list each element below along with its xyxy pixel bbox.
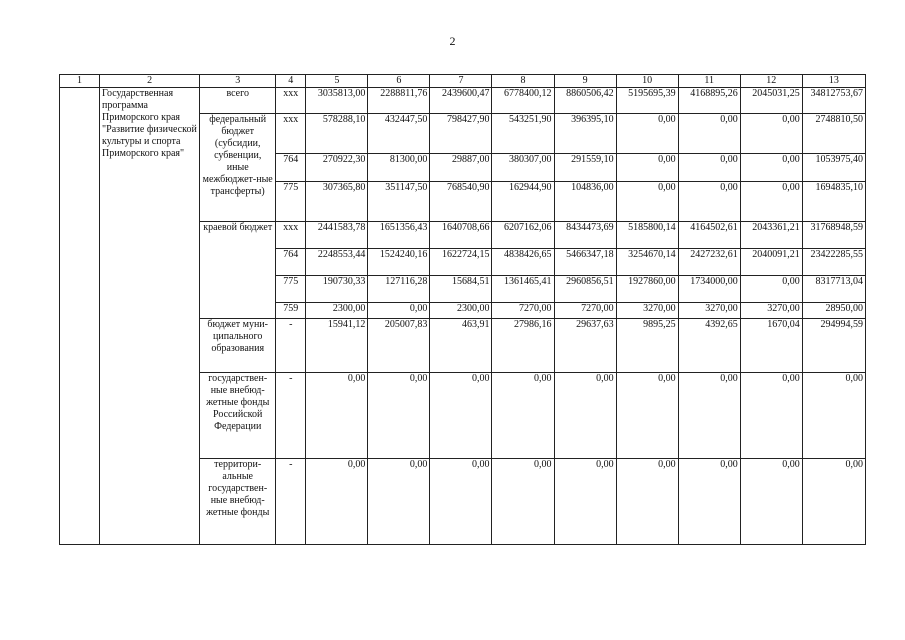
table-cell: 8317713,04	[802, 276, 865, 303]
table-cell: 2441583,78	[306, 222, 368, 249]
table-cell: 15941,12	[306, 319, 368, 373]
column-header: 8	[492, 75, 554, 88]
table-cell: 5185800,14	[616, 222, 678, 249]
table-cell: 0,00	[430, 459, 492, 545]
table-cell: 1670,04	[740, 319, 802, 373]
table-cell: 1694835,10	[802, 182, 865, 222]
column-header: 2	[100, 75, 200, 88]
table-cell: xxx	[276, 114, 306, 154]
table-cell: 29637,63	[554, 319, 616, 373]
table-cell: xxx	[276, 88, 306, 114]
table-cell: 1651356,43	[368, 222, 430, 249]
table-cell: 0,00	[678, 114, 740, 154]
table-cell: 0,00	[802, 459, 865, 545]
column-header: 11	[678, 75, 740, 88]
table-cell: -	[276, 319, 306, 373]
table-cell: 0,00	[616, 459, 678, 545]
column-header: 10	[616, 75, 678, 88]
table-cell: 6207162,06	[492, 222, 554, 249]
table-cell: -	[276, 373, 306, 459]
table-cell: 1524240,16	[368, 249, 430, 276]
table-cell: 1640708,66	[430, 222, 492, 249]
table-cell: 759	[276, 303, 306, 319]
table-cell: 270922,30	[306, 154, 368, 182]
table-cell: 578288,10	[306, 114, 368, 154]
table-cell: 104836,00	[554, 182, 616, 222]
table-cell: 2960856,51	[554, 276, 616, 303]
table-cell: 28950,00	[802, 303, 865, 319]
table-cell: 23422285,55	[802, 249, 865, 276]
table-cell: 2748810,50	[802, 114, 865, 154]
table-cell: 0,00	[616, 114, 678, 154]
table-cell: 0,00	[678, 182, 740, 222]
table-cell: 8860506,42	[554, 88, 616, 114]
column-header: 3	[200, 75, 276, 88]
table-cell: 764	[276, 249, 306, 276]
page-number: 2	[449, 34, 456, 48]
table-cell: 1053975,40	[802, 154, 865, 182]
header-row	[60, 75, 866, 88]
table-cell: 0,00	[368, 373, 430, 459]
table-cell: 396395,10	[554, 114, 616, 154]
table-cell: 0,00	[430, 373, 492, 459]
table-cell: 0,00	[616, 373, 678, 459]
column-header: 1	[60, 75, 100, 88]
table-cell: 0,00	[802, 373, 865, 459]
column-header: 6	[368, 75, 430, 88]
table-cell: 6778400,12	[492, 88, 554, 114]
table-cell: 775	[276, 276, 306, 303]
table-cell: 162944,90	[492, 182, 554, 222]
table-cell: 0,00	[554, 459, 616, 545]
source-territorial-funds: территори-альные государствен-ные внебюд-жетные фонды	[200, 459, 276, 545]
table-cell: 5466347,18	[554, 249, 616, 276]
source-regional: краевой бюджет	[200, 222, 276, 319]
table-cell: 0,00	[740, 154, 802, 182]
table-cell: 0,00	[678, 154, 740, 182]
table-cell: 1734000,00	[678, 276, 740, 303]
column-header: 5	[306, 75, 368, 88]
row-number-cell	[60, 88, 100, 545]
table-cell: 0,00	[678, 459, 740, 545]
table-cell: 3270,00	[678, 303, 740, 319]
table-cell: 1361465,41	[492, 276, 554, 303]
table-cell: 0,00	[492, 373, 554, 459]
column-header: 4	[276, 75, 306, 88]
table-cell: 543251,90	[492, 114, 554, 154]
table-cell: 0,00	[678, 373, 740, 459]
table-cell: 380307,00	[492, 154, 554, 182]
table-cell: 432447,50	[368, 114, 430, 154]
table-cell: 0,00	[740, 373, 802, 459]
table-cell: 190730,33	[306, 276, 368, 303]
table-cell: 0,00	[740, 182, 802, 222]
table-cell: 3270,00	[740, 303, 802, 319]
table-cell: 81300,00	[368, 154, 430, 182]
table-cell: 8434473,69	[554, 222, 616, 249]
table-cell: 351147,50	[368, 182, 430, 222]
table-cell: 4168895,26	[678, 88, 740, 114]
table-cell: xxx	[276, 222, 306, 249]
column-header: 12	[740, 75, 802, 88]
table-cell: 2040091,21	[740, 249, 802, 276]
table-cell: 2045031,25	[740, 88, 802, 114]
table-cell: 29887,00	[430, 154, 492, 182]
table-cell: 7270,00	[492, 303, 554, 319]
table-cell: 2300,00	[430, 303, 492, 319]
column-header: 13	[802, 75, 865, 88]
table-cell: 4838426,65	[492, 249, 554, 276]
table-cell: 764	[276, 154, 306, 182]
table-cell: 127116,28	[368, 276, 430, 303]
table-cell: 2288811,76	[368, 88, 430, 114]
table-cell: 0,00	[368, 303, 430, 319]
table-cell: 0,00	[368, 459, 430, 545]
table-cell: 294994,59	[802, 319, 865, 373]
table-cell: 2300,00	[306, 303, 368, 319]
table-cell: 2427232,61	[678, 249, 740, 276]
table-cell: 0,00	[306, 459, 368, 545]
budget-table	[59, 74, 866, 545]
table-cell: 31768948,59	[802, 222, 865, 249]
table-cell: -	[276, 459, 306, 545]
table-cell: 775	[276, 182, 306, 222]
table-cell: 0,00	[306, 373, 368, 459]
table-cell: 3254670,14	[616, 249, 678, 276]
program-name: Государственная программа Приморского края "Развитие физической культуры и спорта Приморского края"	[100, 88, 200, 545]
table-cell: 2043361,21	[740, 222, 802, 249]
table-cell: 2248553,44	[306, 249, 368, 276]
source-federal: федеральный бюджет (субсидии, субвенции, иные межбюджет-ные трансферты)	[200, 114, 276, 222]
table-cell: 798427,90	[430, 114, 492, 154]
column-header: 9	[554, 75, 616, 88]
table-cell: 0,00	[492, 459, 554, 545]
table-cell: 3270,00	[616, 303, 678, 319]
table-cell: 291559,10	[554, 154, 616, 182]
table-cell: 0,00	[616, 182, 678, 222]
table-cell: 4164502,61	[678, 222, 740, 249]
table-cell: 768540,90	[430, 182, 492, 222]
table-cell: 0,00	[616, 154, 678, 182]
source-total: всего	[200, 88, 276, 114]
table-cell: 3035813,00	[306, 88, 368, 114]
table-cell: 307365,80	[306, 182, 368, 222]
table-cell: 0,00	[740, 114, 802, 154]
column-header: 7	[430, 75, 492, 88]
table-cell: 7270,00	[554, 303, 616, 319]
table-cell: 0,00	[740, 276, 802, 303]
table-cell: 34812753,67	[802, 88, 865, 114]
table-cell: 463,91	[430, 319, 492, 373]
source-state-funds: государствен-ные внебюд-жетные фонды Российской Федерации	[200, 373, 276, 459]
table-cell: 1622724,15	[430, 249, 492, 276]
table-cell: 9895,25	[616, 319, 678, 373]
table-cell: 15684,51	[430, 276, 492, 303]
source-municipal: бюджет муни-ципального образования	[200, 319, 276, 373]
table-cell: 0,00	[740, 459, 802, 545]
table-cell: 4392,65	[678, 319, 740, 373]
table-cell: 27986,16	[492, 319, 554, 373]
table-cell: 2439600,47	[430, 88, 492, 114]
table-cell: 0,00	[554, 373, 616, 459]
table-cell: 205007,83	[368, 319, 430, 373]
table-row-total	[60, 88, 866, 114]
table-cell: 1927860,00	[616, 276, 678, 303]
table-cell: 5195695,39	[616, 88, 678, 114]
